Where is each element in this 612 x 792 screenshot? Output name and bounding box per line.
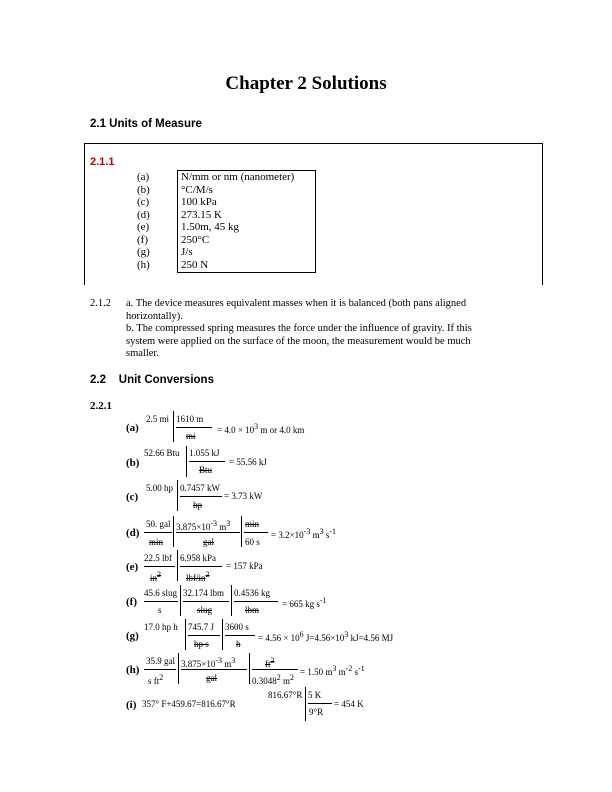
fraction-bar — [183, 601, 229, 602]
numerator: 1.055 kJ — [189, 448, 220, 458]
box-right-border — [542, 143, 543, 285]
fraction-divider — [305, 687, 306, 721]
numerator: 22.5 lbf — [144, 553, 172, 563]
result — [271, 527, 336, 540]
exponent: 3 — [231, 656, 236, 665]
denominator — [252, 673, 294, 686]
fraction-bar — [144, 601, 178, 602]
denominator: mi — [186, 431, 196, 441]
result — [258, 630, 393, 643]
part-label-e: (e) — [126, 561, 139, 573]
numerator: 3600 s — [225, 622, 249, 632]
fraction-divider — [177, 550, 178, 581]
table-row-label: (c) — [137, 196, 150, 208]
fraction-divider — [231, 585, 232, 616]
table-frame-right — [315, 170, 316, 273]
part-label-c: (c) — [126, 491, 139, 503]
problem-number-2-2-1: 2.2.1 — [90, 400, 112, 412]
numerator: 0.7457 kW — [180, 483, 220, 493]
result: = 55.56 kJ — [229, 457, 267, 467]
fraction-divider — [173, 411, 174, 442]
part-label-h: (h) — [126, 664, 140, 676]
numerator: 2.5 mi — [146, 414, 170, 424]
denominator — [148, 673, 163, 686]
table-row-value: 250 N — [181, 258, 209, 271]
denominator-text: 0.3048 — [252, 676, 277, 686]
numerator-text: ft — [265, 659, 271, 669]
exponent: 2 — [270, 656, 275, 665]
exponent: -3 — [210, 519, 217, 528]
fraction-divider — [222, 619, 223, 650]
numerator: 32.174 lbm — [183, 588, 225, 598]
result: = 3.73 kW — [224, 491, 263, 501]
numerator — [181, 656, 235, 669]
exponent: 2 — [276, 673, 281, 682]
denominator: min — [149, 537, 164, 547]
table-row-label: (g) — [137, 246, 150, 258]
result — [217, 422, 304, 435]
exponent: 3 — [319, 527, 324, 536]
denominator — [150, 570, 161, 583]
table-row-label: (a) — [137, 171, 150, 183]
result-unit: J=4.56×10 — [303, 633, 345, 643]
result-tail: m or 4.0 km — [258, 425, 305, 435]
numerator: 52.66 Btu — [144, 448, 180, 458]
fraction-divider — [173, 516, 174, 547]
result-unit: m — [336, 667, 346, 677]
fraction-bar — [181, 669, 247, 670]
numerator: 745.7 J — [188, 622, 215, 632]
fraction-divider — [186, 446, 187, 477]
fraction-bar — [244, 532, 268, 533]
fraction-bar — [144, 669, 176, 670]
denominator: gal — [203, 537, 214, 547]
result-text: = 665 kg s — [282, 599, 320, 609]
box-left-border — [84, 143, 85, 285]
denominator: hp s — [194, 639, 209, 649]
table-row-label: (d) — [137, 208, 150, 221]
table-frame-bottom — [177, 272, 316, 273]
denominator: hp — [193, 500, 202, 510]
exponent: 3 — [226, 519, 231, 528]
fraction-divider — [185, 619, 186, 650]
exponent: 2 — [290, 673, 295, 682]
part-label-i: (i) — [126, 699, 137, 711]
numerator: 17.0 hp h — [144, 622, 178, 632]
fraction-divider — [178, 653, 179, 684]
fraction-bar — [144, 532, 172, 533]
numerator: 50. gal — [146, 519, 171, 529]
exponent: 2 — [205, 570, 210, 579]
fraction-divider — [241, 516, 242, 547]
result-text: = 4.0 × 10 — [217, 425, 255, 435]
table-row-label: (b) — [137, 183, 150, 196]
exponent: -2 — [345, 664, 353, 673]
table-row-label: (f) — [137, 233, 148, 246]
denominator: s — [158, 605, 162, 615]
fraction-bar — [144, 566, 175, 567]
answer-line: b. The compressed spring measures the force under the influence of gravity. If this — [126, 323, 472, 334]
result: = 454 K — [334, 699, 364, 709]
denominator: lbm — [245, 605, 260, 615]
result-text: = 1.50 m — [300, 667, 333, 677]
exponent: 2 — [159, 673, 164, 682]
answer-line: horizontally). — [126, 310, 183, 322]
result-text: = 3.2×10 — [271, 530, 304, 540]
part-label-a: (a) — [126, 422, 139, 434]
temperature-sum: 357° F+459.67=816.67°R — [142, 699, 236, 709]
exponent: -1 — [329, 527, 337, 536]
table-row-value: N/mm or nm (nanometer) — [181, 171, 295, 183]
result — [300, 664, 365, 677]
section-heading-2-1: 2.1 Units of Measure — [90, 118, 202, 130]
result-unit: m — [310, 530, 320, 540]
answer-line: smaller. — [126, 348, 159, 359]
fraction-bar — [188, 635, 220, 636]
exponent: 3 — [254, 422, 259, 431]
fraction-bar — [180, 496, 222, 497]
exponent: -1 — [358, 664, 365, 673]
numerator: 1610 m — [176, 414, 204, 424]
denominator-text: in — [150, 573, 158, 583]
denominator: gal — [206, 673, 217, 683]
denominator — [186, 570, 210, 583]
fraction-divider — [180, 585, 181, 616]
fraction-bar — [176, 532, 240, 533]
part-label-b: (b) — [126, 457, 140, 469]
denominator: Btu — [199, 465, 213, 475]
numerator-text: 3.875×10 — [176, 522, 211, 532]
numerator: 0.4536 kg — [234, 588, 270, 598]
fraction-bar — [308, 703, 332, 704]
exponent: 3 — [332, 664, 337, 673]
numerator: 5.00 hp — [146, 483, 173, 493]
denominator: h — [236, 639, 241, 649]
denominator-text: lbf/in — [186, 573, 206, 583]
result-unit: s — [352, 667, 359, 677]
result-text: = 4.56 × 10 — [258, 633, 300, 643]
numerator: 816.67°R — [268, 690, 303, 700]
exponent: 3 — [344, 630, 349, 639]
fraction-bar — [252, 669, 298, 670]
table-row-value: J/s — [181, 246, 193, 258]
result: = 157 kPa — [226, 561, 263, 571]
problem-number-2-1-2: 2.1.2 — [90, 298, 111, 309]
table-row-value: 250°C — [181, 233, 210, 246]
answer-line: a. The device measures equivalent masses when it is balanced (both pans aligned — [126, 298, 467, 309]
fraction-divider — [177, 480, 178, 511]
section-heading-2-2: 2.2 Unit Conversions — [90, 374, 214, 386]
numerator: 5 K — [308, 690, 322, 700]
part-label-f: (f) — [126, 596, 137, 608]
fraction-bar — [176, 427, 212, 428]
denominator: 60 s — [245, 537, 260, 547]
table-row-value: 100 kPa — [181, 196, 217, 208]
denominator: slug — [197, 605, 213, 615]
numerator-unit: m — [222, 659, 232, 669]
box-top-border — [84, 143, 543, 144]
exponent: 2 — [157, 570, 162, 579]
part-label-g: (g) — [126, 630, 139, 642]
fraction-bar — [189, 461, 225, 462]
table-row-value: °C/M/s — [181, 183, 213, 196]
denominator-unit: m — [280, 676, 291, 686]
table-row-label: (e) — [137, 221, 150, 233]
numerator: min — [245, 519, 260, 529]
fraction-bar — [234, 601, 278, 602]
result-unit: s — [323, 530, 330, 540]
part-label-d: (d) — [126, 527, 140, 539]
page-title: Chapter 2 Solutions — [225, 73, 387, 94]
exponent: -3 — [215, 656, 222, 665]
exponent: -3 — [303, 527, 311, 536]
numerator-unit: m — [217, 522, 227, 532]
result-unit: kJ=4.56 MJ — [348, 633, 394, 643]
fraction-divider — [249, 653, 250, 684]
numerator-text: 3.875×10 — [181, 659, 216, 669]
numerator: 35.9 gal — [146, 656, 175, 666]
denominator: 9°R — [309, 707, 324, 717]
exponent: 6 — [299, 630, 304, 639]
problem-number-2-1-1: 2.1.1 — [90, 156, 115, 168]
fraction-bar — [180, 566, 222, 567]
result — [282, 596, 327, 609]
denominator-text: s ft — [148, 676, 160, 686]
exponent: -1 — [319, 596, 327, 605]
table-row-value: 1.50m, 45 kg — [181, 221, 240, 233]
numerator — [176, 519, 230, 532]
numerator — [265, 656, 275, 669]
fraction-bar — [225, 635, 255, 636]
numerator: 45.6 slug — [144, 588, 178, 598]
table-frame-left — [177, 170, 178, 273]
answer-line: system were applied on the surface of the moon, the measurement would be much — [126, 335, 471, 347]
table-row-value: 273.15 K — [181, 208, 222, 221]
numerator: 6.958 kPa — [180, 553, 216, 563]
table-row-label: (h) — [137, 258, 150, 271]
